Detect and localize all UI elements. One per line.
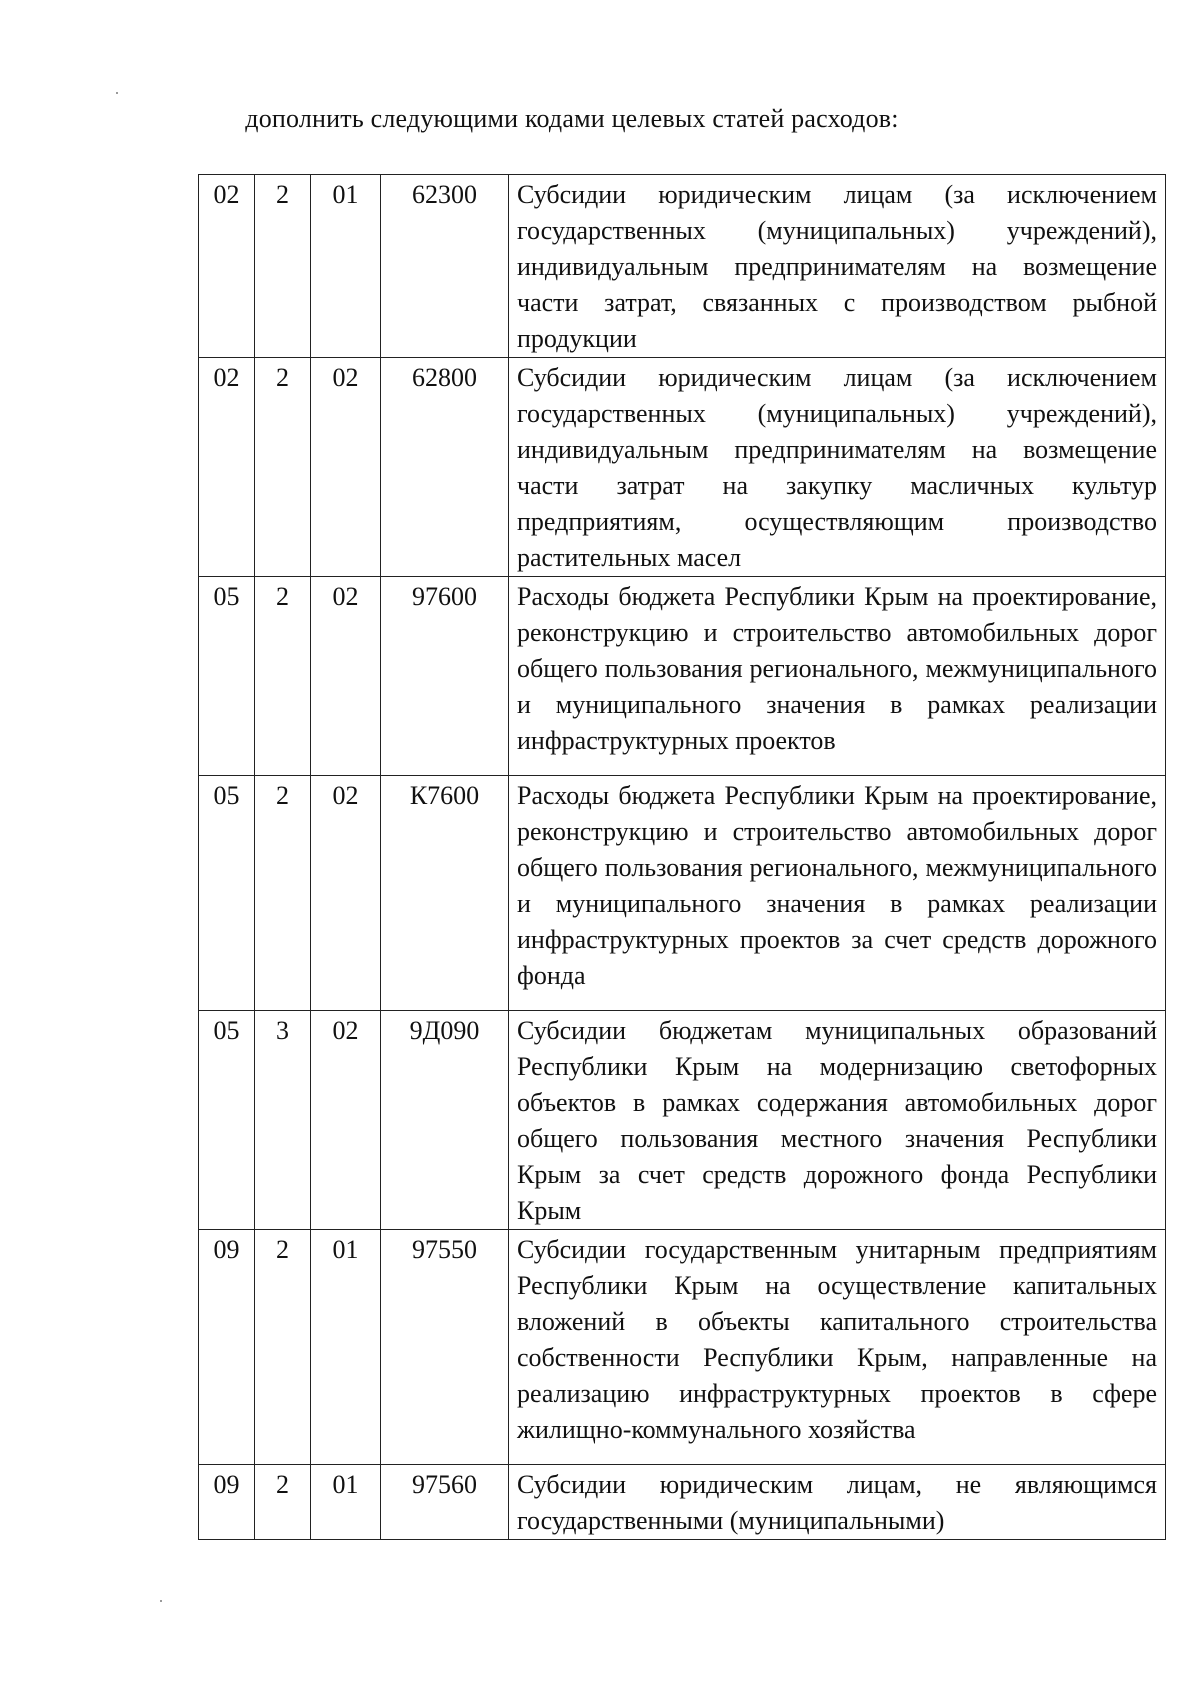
code-program: 09 [199, 1230, 255, 1465]
expense-description: Субсидии юридическим лицам (за исключением государственных (муниципальных) учреждений), индивидуальным предпринимателям на возмещение части затрат, связанных с производством рыбной продукции [509, 175, 1166, 358]
intro-text [0, 104, 1200, 134]
expense-description: Расходы бюджета Республики Крым на проектирование, реконструкцию и строительство автомобильных дорог общего пользования регионального, межмуниципального и муниципального значения в рамках реализации инфраструктурных проектов за счет средств дорожного фонда [509, 776, 1166, 1011]
table-row [199, 175, 1166, 358]
table-row [199, 1011, 1166, 1230]
code-direction: К7600 [381, 776, 509, 1011]
code-event: 02 [311, 776, 381, 1011]
table-row [199, 1230, 1166, 1465]
expense-description: Расходы бюджета Республики Крым на проектирование, реконструкцию и строительство автомобильных дорог общего пользования регионального, межмуниципального и муниципального значения в рамках реализации инфраструктурных проектов [509, 577, 1166, 776]
code-event: 02 [311, 358, 381, 577]
code-direction: 97560 [381, 1465, 509, 1540]
code-direction: 97550 [381, 1230, 509, 1465]
code-direction: 62800 [381, 358, 509, 577]
table-row [199, 1465, 1166, 1540]
code-event: 01 [311, 175, 381, 358]
code-subprogram: 3 [255, 1011, 311, 1230]
scan-dot [160, 1600, 162, 1602]
code-event: 01 [311, 1465, 381, 1540]
code-program: 05 [199, 1011, 255, 1230]
code-program: 05 [199, 776, 255, 1011]
target-expense-codes-table [198, 174, 1166, 1540]
code-event: 02 [311, 577, 381, 776]
code-event: 02 [311, 1011, 381, 1230]
expense-description: Субсидии бюджетам муниципальных образований Республики Крым на модернизацию светофорных объектов в рамках содержания автомобильных дорог общего пользования местного значения Республики Крым за счет средств дорожного фонда Республики Крым [509, 1011, 1166, 1230]
table-row [199, 358, 1166, 577]
table-row [199, 776, 1166, 1011]
code-program: 05 [199, 577, 255, 776]
code-subprogram: 2 [255, 1230, 311, 1465]
intro-line: дополнить следующими кодами целевых статей расходов: [245, 104, 899, 133]
code-subprogram: 2 [255, 776, 311, 1011]
code-direction: 62300 [381, 175, 509, 358]
code-direction: 9Д090 [381, 1011, 509, 1230]
code-event: 01 [311, 1230, 381, 1465]
expense-description: Субсидии государственным унитарным предприятиям Республики Крым на осуществление капитальных вложений в объекты капитального строительства собственности Республики Крым, направленные на реализацию инфраструктурных проектов в сфере жилищно-коммунального хозяйства [509, 1230, 1166, 1465]
code-subprogram: 2 [255, 1465, 311, 1540]
code-program: 09 [199, 1465, 255, 1540]
code-subprogram: 2 [255, 175, 311, 358]
expense-description: Субсидии юридическим лицам (за исключением государственных (муниципальных) учреждений), индивидуальным предпринимателям на возмещение части затрат на закупку масличных культур предприятиям, осуществляющим производство растительных масел [509, 358, 1166, 577]
table-row [199, 577, 1166, 776]
code-direction: 97600 [381, 577, 509, 776]
code-subprogram: 2 [255, 577, 311, 776]
scan-dot [116, 92, 118, 94]
code-subprogram: 2 [255, 358, 311, 577]
code-program: 02 [199, 358, 255, 577]
expense-description: Субсидии юридическим лицам, не являющимся государственными (муниципальными) [509, 1465, 1166, 1540]
code-program: 02 [199, 175, 255, 358]
